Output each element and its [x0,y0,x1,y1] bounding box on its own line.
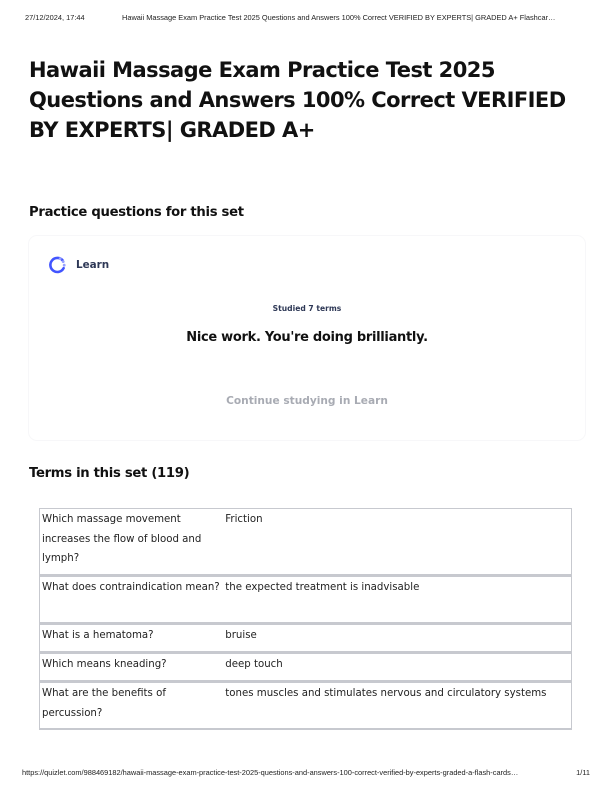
terms-table [39,508,572,730]
learn-card [29,236,585,440]
page-title: Hawaii Massage Exam Practice Test 2025 Questions and Answers 100% Correct VERIFIED BY EXPERTS| GRADED A+ [29,58,566,142]
term-text: What is a hematoma? [42,630,154,641]
progress-message: Nice work. You're doing brilliantly. [186,330,428,345]
table-row [39,508,572,576]
studied-count: Studied 7 terms [272,304,342,313]
learn-mode-link[interactable] [47,254,109,276]
continue-learn-button[interactable]: Continue studying in Learn [226,395,388,407]
table-row [39,653,572,682]
definition-text: the expected treatment is inadvisable [225,582,420,593]
table-row [39,682,572,730]
print-url: https://quizlet.com/988469182/hawaii-massage-exam-practice-test-2025-questions-and-answers-100-correct-verified-by-experts-graded-a-flash-cards… [22,768,519,777]
print-footer [22,768,590,780]
learn-label: Learn [76,259,110,271]
learn-icon [47,255,67,275]
definition-text: bruise [225,630,257,641]
term-text: What does contraindication mean? [42,582,220,593]
definition-text: tones muscles and stimulates nervous and circulatory systems [225,688,547,699]
print-title: Hawaii Massage Exam Practice Test 2025 Questions and Answers 100% Correct VERIFIED BY EXPERTS| GRADED A+ Flashcar… [122,13,556,22]
definition-text: deep touch [225,659,283,670]
table-row [39,624,572,653]
term-text: What are the benefits of percussion? [42,688,166,719]
practice-heading: Practice questions for this set [29,205,244,220]
page-number: 1/11 [576,768,590,777]
term-text: Which massage movement increases the flow of blood and lymph? [42,514,202,564]
terms-heading: Terms in this set (119) [29,466,190,481]
term-text: Which means kneading? [42,659,167,670]
table-row [39,576,572,624]
print-date: 27/12/2024, 17:44 [25,13,85,22]
print-header [25,13,590,25]
definition-text: Friction [225,514,263,525]
